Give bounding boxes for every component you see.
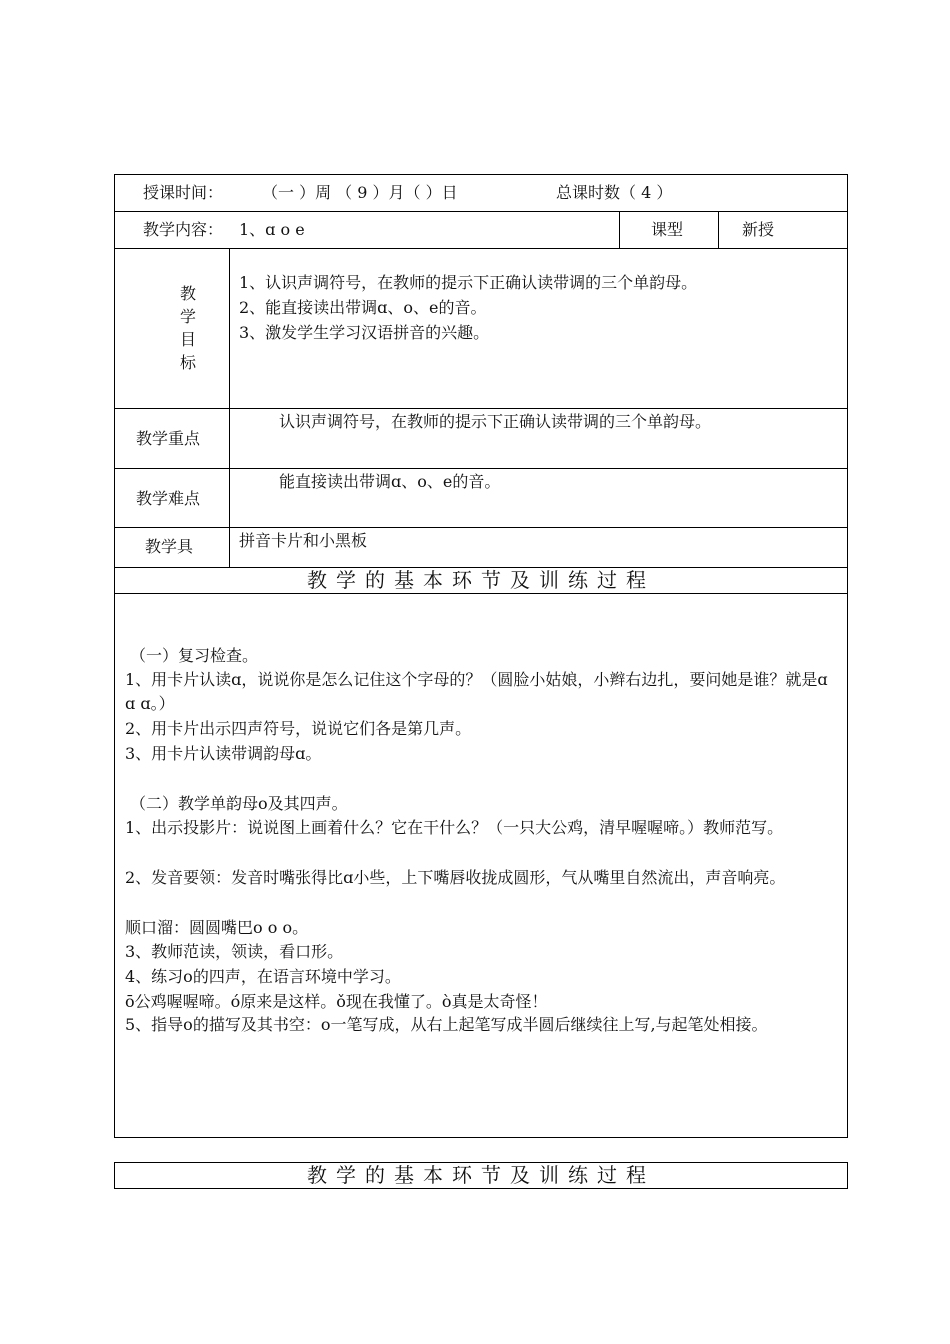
key-point-value: 认识声调符号，在教师的提示下正确认读带调的三个单韵母。 — [279, 412, 712, 431]
process-paragraph: （二）教学单韵母o及其四声。 — [130, 794, 348, 813]
process-paragraph: ō公鸡喔喔啼。ó原来是这样。ǒ现在我懂了。ò真是太奇怪！ — [125, 992, 548, 1011]
process-paragraph: 5、指导o的描写及其书空：o一笔写成，从右上起笔写成半圆后继续往上写,与起笔处相接。 — [125, 1015, 768, 1034]
difficulty-label: 教学难点 — [136, 489, 201, 508]
goal-item: 3、激发学生学习汉语拼音的兴趣。 — [239, 323, 490, 342]
key-point-label: 教学重点 — [136, 429, 201, 448]
goal-item: 2、能直接读出带调ɑ、o、e的音。 — [239, 298, 487, 317]
lesson-type-value: 新授 — [742, 220, 775, 239]
content-label: 教学内容： — [143, 220, 224, 239]
tools-value: 拼音卡片和小黑板 — [239, 531, 368, 550]
process-paragraph: 1、用卡片认读ɑ，说说你是怎么记住这个字母的？（圆脸小姑娘，小辫右边扎，要问她是谁？就是ɑ ɑ ɑ。） — [125, 670, 828, 713]
process-paragraph: 顺口溜：圆圆嘴巴o o o。 — [125, 918, 309, 937]
process-paragraph: 2、发音要领：发音时嘴张得比ɑ小些，上下嘴唇收拢成圆形，气从嘴里自然流出，声音响亮。 — [125, 868, 786, 887]
time-value: （一 ）周 （ 9 ）月（ ）日 — [262, 183, 458, 202]
process-paragraph: 3、用卡片认读带调韵母ɑ。 — [125, 744, 322, 763]
tools-label: 教学具 — [145, 537, 194, 556]
lesson-type-label: 课型 — [651, 220, 684, 239]
difficulty-value: 能直接读出带调ɑ、o、e的音。 — [279, 472, 501, 491]
process-paragraph: 2、用卡片出示四声符号，说说它们各是第几声。 — [125, 719, 472, 738]
content-value: 1、ɑ o e — [239, 220, 305, 239]
total-lessons: 总课时数（ 4 ） — [556, 183, 673, 202]
process-paragraph: 3、教师范读，领读，看口形。 — [125, 942, 344, 961]
time-label: 授课时间： — [143, 183, 224, 202]
section-title: 教学的基本环节及训练过程 — [307, 568, 655, 592]
process-paragraph: （一）复习检查。 — [130, 646, 259, 665]
goals-label: 教 学 目 标 — [179, 284, 196, 372]
section-title-2: 教学的基本环节及训练过程 — [114, 1162, 848, 1189]
process-paragraph: 4、练习o的四声，在语言环境中学习。 — [125, 967, 401, 986]
goal-item: 1、认识声调符号，在教师的提示下正确认读带调的三个单韵母。 — [239, 273, 698, 292]
process-paragraph: 1、出示投影片：说说图上画着什么？它在干什么？（一只大公鸡，清早喔喔啼。）教师范写。 — [125, 818, 784, 837]
